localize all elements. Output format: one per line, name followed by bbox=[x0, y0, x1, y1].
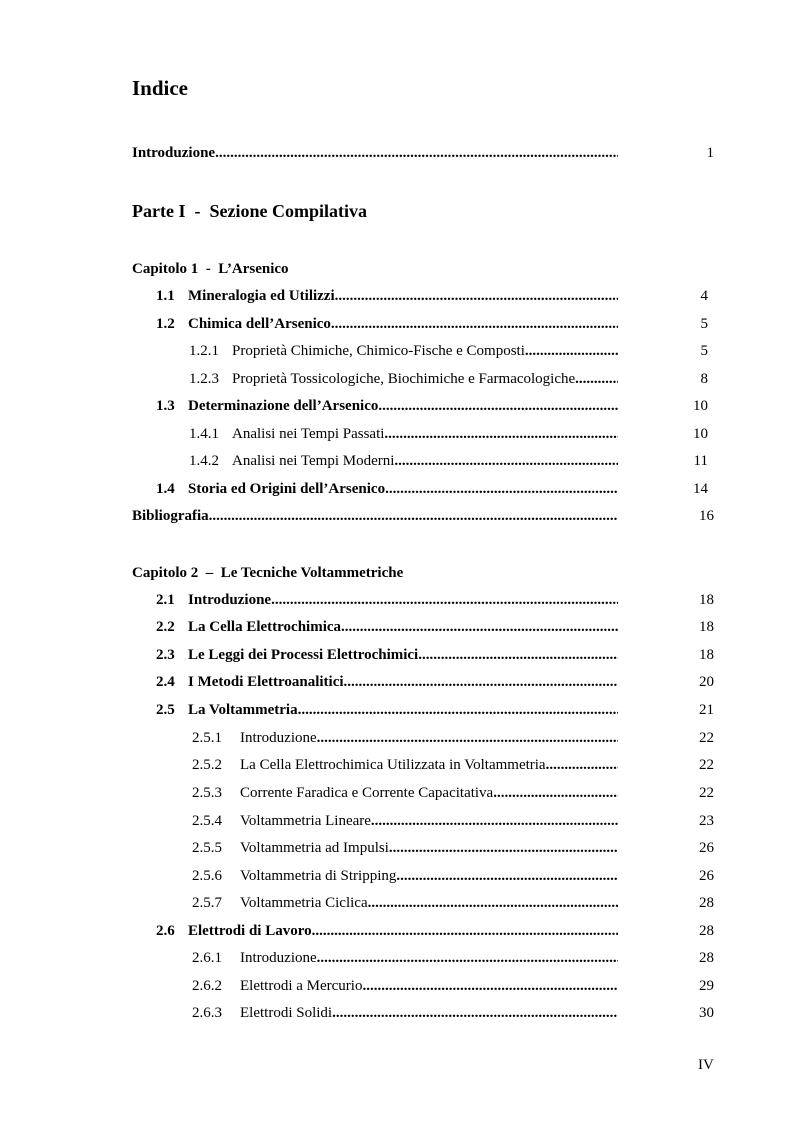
toc-page-number: 16 bbox=[699, 508, 714, 524]
toc-entry-section[interactable] bbox=[156, 592, 714, 612]
section-title: Introduzione bbox=[188, 592, 272, 608]
leader-dots bbox=[546, 757, 618, 774]
toc-page-number: 28 bbox=[699, 950, 714, 966]
toc-page-number: 18 bbox=[699, 619, 714, 635]
toc-entry-bibliography[interactable] bbox=[132, 508, 714, 528]
toc-page-number: 30 bbox=[699, 1005, 714, 1021]
section-number: 1.2 bbox=[156, 316, 175, 332]
section-title: Introduzione bbox=[240, 950, 317, 966]
leader-dots bbox=[331, 316, 618, 333]
leader-dots bbox=[575, 371, 618, 388]
section-number: 2.3 bbox=[156, 647, 175, 663]
leader-dots bbox=[384, 426, 618, 443]
toc-page-number: 18 bbox=[699, 647, 714, 663]
section-number: 2.6.2 bbox=[192, 978, 222, 994]
toc-page-number: 1 bbox=[706, 145, 714, 161]
toc-entry-subsection[interactable] bbox=[192, 813, 714, 833]
toc-page-number: 23 bbox=[699, 813, 714, 829]
section-number: 2.4 bbox=[156, 674, 175, 690]
section-number: 2.5.6 bbox=[192, 868, 222, 884]
leader-dots bbox=[344, 674, 618, 691]
section-title: Elettrodi a Mercurio bbox=[240, 978, 363, 994]
section-title: Analisi nei Tempi Passati bbox=[232, 426, 385, 442]
toc-page-number: 26 bbox=[699, 840, 714, 856]
leader-dots bbox=[298, 702, 618, 719]
toc-entry-subsection[interactable] bbox=[192, 1005, 714, 1025]
section-number: 2.5.4 bbox=[192, 813, 222, 829]
toc-entry-introduzione[interactable] bbox=[132, 145, 714, 165]
toc-entry-section[interactable] bbox=[156, 316, 708, 336]
chapter-heading: Capitolo 2 – Le Tecniche Voltammetriche bbox=[132, 565, 404, 581]
leader-dots bbox=[418, 647, 618, 664]
toc-entry-subsection[interactable] bbox=[192, 730, 714, 750]
toc-entry-subsection[interactable] bbox=[192, 950, 714, 970]
toc-entry-subsection[interactable] bbox=[189, 426, 708, 446]
toc-page-number: 5 bbox=[700, 343, 708, 359]
toc-entry-subsection[interactable] bbox=[192, 868, 714, 888]
section-number: 1.2.3 bbox=[189, 371, 219, 387]
section-title: Elettrodi Solidi bbox=[240, 1005, 333, 1021]
section-title: Determinazione dell’Arsenico bbox=[188, 398, 379, 414]
section-number: 2.5.2 bbox=[192, 757, 222, 773]
section-number: 1.3 bbox=[156, 398, 175, 414]
leader-dots bbox=[378, 398, 618, 415]
section-title: Elettrodi di Lavoro bbox=[188, 923, 312, 939]
toc-entry-subsection[interactable] bbox=[189, 453, 708, 473]
leader-dots bbox=[317, 730, 618, 747]
toc-page-number: 22 bbox=[699, 757, 714, 773]
leader-dots bbox=[271, 592, 618, 609]
section-number: 1.4.1 bbox=[189, 426, 219, 442]
toc-entry-section[interactable] bbox=[156, 619, 714, 639]
section-number: 2.6.3 bbox=[192, 1005, 222, 1021]
leader-dots bbox=[394, 453, 618, 470]
toc-page-number: 10 bbox=[693, 398, 708, 414]
toc-entry-section[interactable] bbox=[156, 398, 708, 418]
section-title: I Metodi Elettroanalitici bbox=[188, 674, 344, 690]
toc-page-number: 8 bbox=[700, 371, 708, 387]
toc-entry-subsection[interactable] bbox=[192, 895, 714, 915]
leader-dots bbox=[362, 978, 618, 995]
section-title: Voltammetria ad Impulsi bbox=[240, 840, 389, 856]
section-number: 2.5 bbox=[156, 702, 175, 718]
section-number: 1.1 bbox=[156, 288, 175, 304]
section-number: 1.2.1 bbox=[189, 343, 219, 359]
leader-dots bbox=[317, 950, 618, 967]
leader-dots bbox=[371, 813, 618, 830]
section-title: Voltammetria Ciclica bbox=[240, 895, 368, 911]
section-title: Analisi nei Tempi Moderni bbox=[232, 453, 395, 469]
toc-page-number: 5 bbox=[700, 316, 708, 332]
leader-dots bbox=[332, 1005, 618, 1022]
toc-entry-text: Bibliografia bbox=[132, 508, 209, 524]
part-heading: Parte I - Sezione Compilativa bbox=[132, 201, 367, 221]
toc-entry-subsection[interactable] bbox=[192, 978, 714, 998]
leader-dots bbox=[209, 508, 618, 525]
toc-entry-subsection[interactable] bbox=[192, 840, 714, 860]
section-title: Mineralogia ed Utilizzi bbox=[188, 288, 335, 304]
toc-page-number: 28 bbox=[699, 923, 714, 939]
section-title: Corrente Faradica e Corrente Capacitativa bbox=[240, 785, 494, 801]
section-number: 2.5.3 bbox=[192, 785, 222, 801]
toc-page-number: 20 bbox=[699, 674, 714, 690]
toc-entry-subsection[interactable] bbox=[192, 785, 714, 805]
toc-entry-section[interactable] bbox=[156, 647, 714, 667]
section-number: 2.6.1 bbox=[192, 950, 222, 966]
leader-dots bbox=[368, 895, 618, 912]
section-number: 2.5.5 bbox=[192, 840, 222, 856]
toc-page-number: 21 bbox=[699, 702, 714, 718]
leader-dots bbox=[335, 288, 618, 305]
section-title: Proprietà Chimiche, Chimico-Fische e Composti bbox=[232, 343, 525, 359]
toc-entry-section[interactable] bbox=[156, 923, 714, 943]
section-title: Chimica dell’Arsenico bbox=[188, 316, 331, 332]
leader-dots bbox=[385, 481, 618, 498]
toc-page-number: 29 bbox=[699, 978, 714, 994]
section-number: 2.6 bbox=[156, 923, 175, 939]
section-title: Le Leggi dei Processi Elettrochimici bbox=[188, 647, 419, 663]
section-number: 2.2 bbox=[156, 619, 175, 635]
toc-entry-text: Introduzione bbox=[132, 145, 216, 161]
leader-dots bbox=[493, 785, 618, 802]
section-title: La Cella Elettrochimica Utilizzata in Voltammetria bbox=[240, 757, 546, 773]
chapter-heading: Capitolo 1 - L’Arsenico bbox=[132, 261, 289, 277]
section-title: Introduzione bbox=[240, 730, 317, 746]
section-title: La Cella Elettrochimica bbox=[188, 619, 342, 635]
page-title: Indice bbox=[132, 76, 189, 100]
toc-entry-section[interactable] bbox=[156, 288, 708, 308]
section-title: Voltammetria Lineare bbox=[240, 813, 371, 829]
toc-entry-subsection[interactable] bbox=[192, 757, 714, 777]
section-number: 1.4 bbox=[156, 481, 175, 497]
leader-dots bbox=[215, 145, 618, 162]
toc-page-number: 22 bbox=[699, 785, 714, 801]
toc-entry-subsection[interactable] bbox=[189, 371, 708, 391]
toc-page-number: 11 bbox=[693, 453, 708, 469]
toc-page-number: 26 bbox=[699, 868, 714, 884]
page-number: IV bbox=[698, 1057, 714, 1073]
section-number: 2.5.1 bbox=[192, 730, 222, 746]
toc-entry-section[interactable] bbox=[156, 481, 708, 501]
toc-entry-section[interactable] bbox=[156, 674, 714, 694]
section-number: 2.1 bbox=[156, 592, 175, 608]
toc-page-number: 10 bbox=[693, 426, 708, 442]
leader-dots bbox=[312, 923, 618, 940]
leader-dots bbox=[389, 840, 618, 857]
section-title: Voltammetria di Stripping bbox=[240, 868, 397, 884]
toc-entry-section[interactable] bbox=[156, 702, 714, 722]
section-title: Proprietà Tossicologiche, Biochimiche e Farmacologiche bbox=[232, 371, 576, 387]
toc-page-number: 18 bbox=[699, 592, 714, 608]
leader-dots bbox=[525, 343, 618, 360]
section-number: 2.5.7 bbox=[192, 895, 222, 911]
section-number: 1.4.2 bbox=[189, 453, 219, 469]
toc-entry-subsection[interactable] bbox=[189, 343, 708, 363]
toc-page-number: 14 bbox=[693, 481, 708, 497]
toc-page-number: 4 bbox=[700, 288, 708, 304]
toc-page-number: 28 bbox=[699, 895, 714, 911]
toc-page-number: 22 bbox=[699, 730, 714, 746]
leader-dots bbox=[396, 868, 618, 885]
section-title: La Voltammetria bbox=[188, 702, 298, 718]
leader-dots bbox=[341, 619, 618, 636]
section-title: Storia ed Origini dell’Arsenico bbox=[188, 481, 386, 497]
